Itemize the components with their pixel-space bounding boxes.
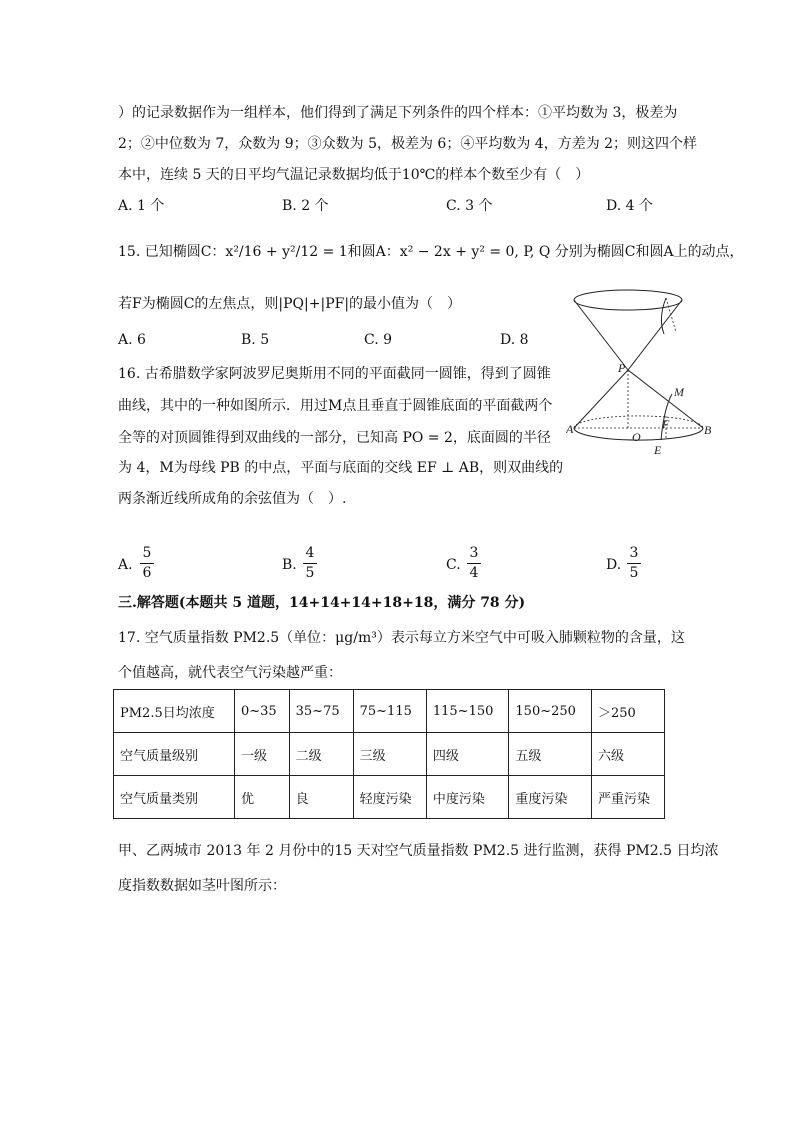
table-cell: PM2.5日均浓度: [114, 690, 235, 733]
table-cell: 轻度污染: [353, 776, 426, 819]
table-row: [114, 690, 665, 733]
q16-option-c-label: C.: [446, 557, 461, 573]
table-cell: 优: [234, 776, 289, 819]
table-cell: 五级: [509, 733, 592, 776]
q15-option-d: D. 8: [500, 332, 529, 348]
table-cell: 空气质量类别: [114, 776, 235, 819]
table-cell: ＞250: [591, 690, 664, 733]
label-m: M: [674, 385, 684, 399]
q15-option-b: B. 5: [241, 332, 270, 348]
q17-line-1: 17. 空气质量指数 PM2.5（单位：μg/m³）表示每立方米空气中可吸入肺颗粒物的含量，这: [118, 630, 685, 646]
q14-option-b: B. 2 个: [282, 198, 329, 214]
table-cell: 一级: [234, 733, 289, 776]
table-cell: 115~150: [426, 690, 509, 733]
q17-line-3: 甲、乙两城市 2013 年 2 月份中的15 天对空气质量指数 PM2.5 进行监测，获得 PM2.5 日均浓: [118, 843, 719, 859]
q16-option-a-label: A.: [118, 557, 133, 573]
table-cell: 中度污染: [426, 776, 509, 819]
table-cell: 严重污染: [591, 776, 664, 819]
label-o: O: [632, 430, 641, 444]
q16-line-4: 为 4，M为母线 PB 的中点，平面与底面的交线 EF ⊥ AB，则双曲线的: [118, 460, 564, 476]
q15-option-a: A. 6: [118, 332, 146, 348]
table-row: [114, 733, 665, 776]
q14-option-a: A. 1 个: [118, 198, 165, 214]
table-cell: 四级: [426, 733, 509, 776]
q17-line-2: 个值越高，就代表空气污染越严重：: [118, 665, 342, 681]
q16-option-d-label: D.: [606, 557, 622, 573]
q16-option-d-fraction: 3 5: [627, 545, 641, 582]
q15-option-c: C. 9: [364, 332, 393, 348]
table-cell: 150~250: [509, 690, 592, 733]
q15-line-2: 若F为椭圆C的左焦点，则|PQ|+|PF|的最小值为（ ）: [118, 296, 462, 312]
q14-line-3: 本中，连续 5 天的日平均气温记录数据均低于10℃的样本个数至少有（ ）: [118, 167, 590, 183]
q16-line-3: 全等的对顶圆锥得到双曲线的一部分，已知高 PO = 2，底面圆的半径: [118, 430, 551, 446]
q17-line-4: 度指数数据如茎叶图所示：: [118, 878, 286, 894]
table-cell: 空气质量级别: [114, 733, 235, 776]
q14-line-1: ）的记录数据作为一组样本，他们得到了满足下列条件的四个样本：①平均数为 3，极差为: [118, 105, 678, 121]
table-cell: 35~75: [289, 690, 353, 733]
table-cell: 重度污染: [509, 776, 592, 819]
table-cell: 良: [289, 776, 353, 819]
q16-line-1: 16. 古希腊数学家阿波罗尼奥斯用不同的平面截同一圆锥，得到了圆锥: [118, 366, 551, 382]
table-cell: 75~115: [353, 690, 426, 733]
table-cell: 三级: [353, 733, 426, 776]
label-f: F: [662, 417, 670, 431]
table-cell: 六级: [591, 733, 664, 776]
q16-option-c-fraction: 3 4: [467, 545, 481, 582]
section-heading: 三.解答题(本题共 5 道题，14+14+14+18+18，满分 78 分): [118, 595, 526, 611]
label-p: P: [618, 361, 626, 375]
label-b: B: [704, 423, 712, 437]
q14-line-2: 2；②中位数为 7，众数为 9；③众数为 5，极差为 6；④平均数为 4，方差为 2；则这四个样: [118, 136, 698, 152]
q14-option-d: D. 4 个: [606, 198, 653, 214]
table-cell: 0~35: [234, 690, 289, 733]
q16-line-2: 曲线，其中的一种如图所示．用过M点且垂直于圆锥底面的平面截两个: [118, 398, 553, 414]
double-cone-figure: [566, 288, 716, 463]
table-row: [114, 776, 665, 819]
q15-line-1: 15. 已知椭圆C：x²/16 + y²/12 = 1和圆A：x² − 2x + y² = 0, P, Q 分别为椭圆C和圆A上的动点，: [118, 244, 744, 260]
q14-option-c: C. 3 个: [446, 198, 493, 214]
label-e: E: [654, 443, 662, 457]
q16-line-5: 两条渐近线所成角的余弦值为（ ）.: [118, 491, 347, 507]
q16-option-a-fraction: 5 6: [140, 545, 154, 582]
pm25-table: [113, 689, 665, 819]
q16-option-b-fraction: 4 5: [303, 545, 317, 582]
table-cell: 二级: [289, 733, 353, 776]
q16-option-b-label: B.: [282, 557, 297, 573]
label-a: A: [566, 422, 574, 436]
